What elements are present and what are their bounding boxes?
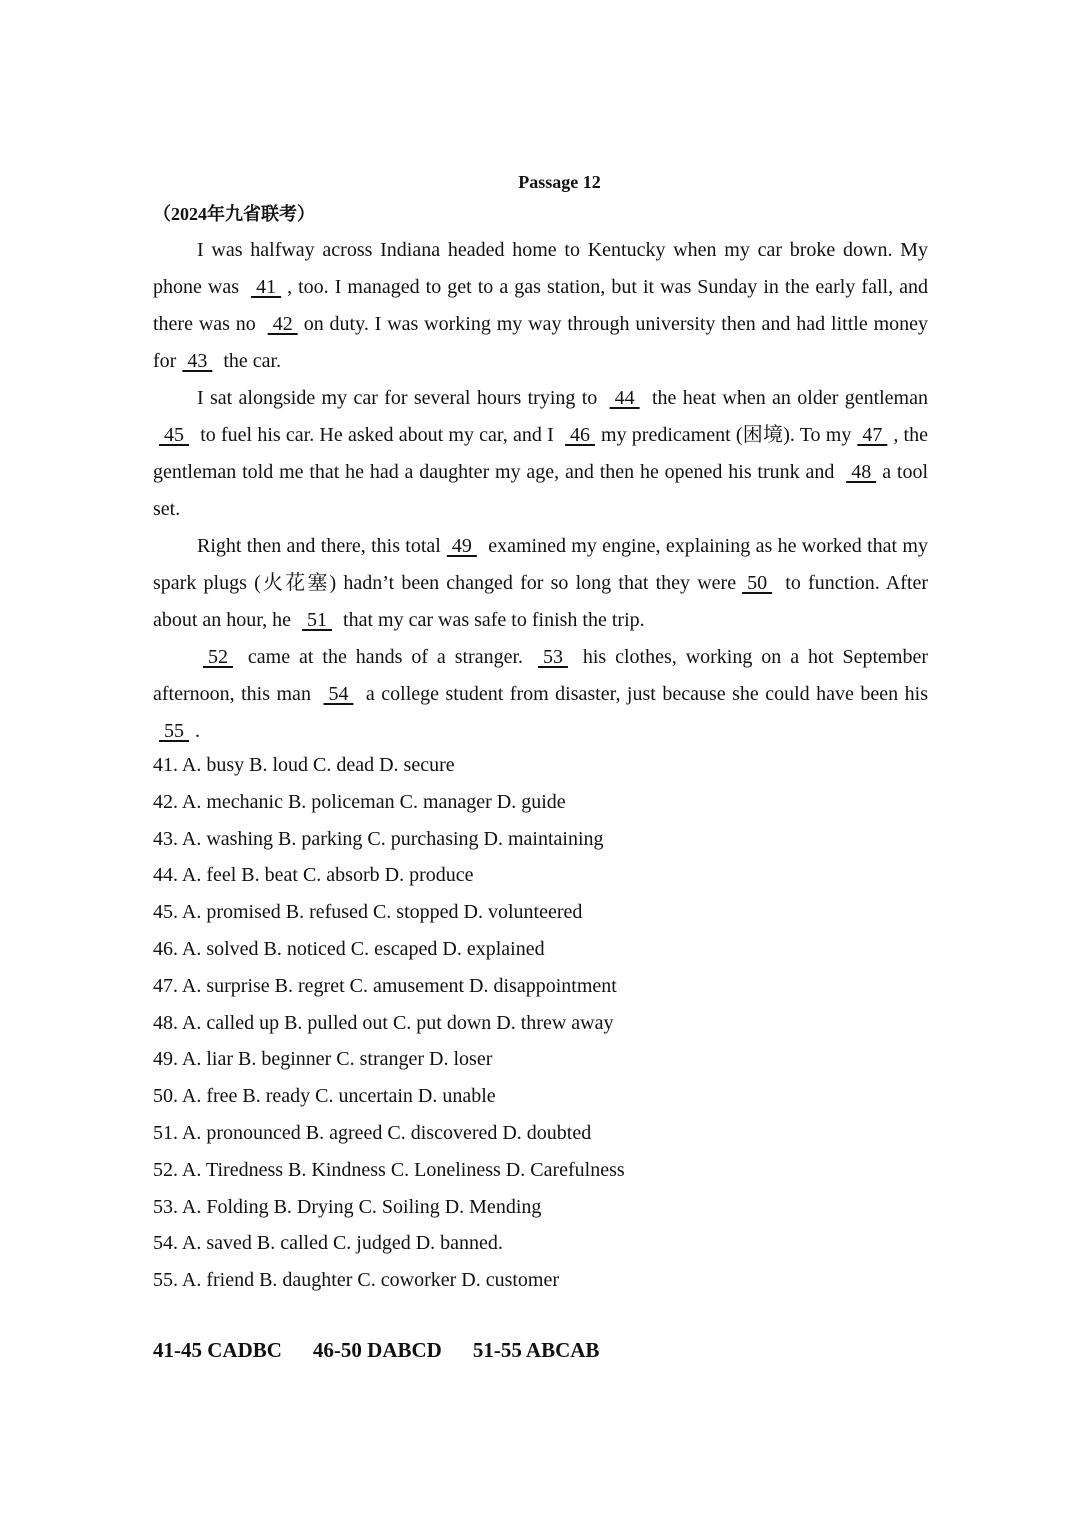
passage-text: a college student from disaster, just because she could have been his bbox=[359, 683, 928, 705]
option-line: 44. A. feel B. beat C. absorb D. produce bbox=[153, 864, 474, 887]
blank-number: 50 bbox=[742, 572, 773, 594]
passage-text: on duty. I was working my way through university then and had little money for bbox=[153, 313, 929, 372]
answer-group: 51-55 ABCAB bbox=[472, 1338, 600, 1362]
answer-group: 41-45 CADBC bbox=[153, 1338, 282, 1362]
passage-text: came at the hands of a stranger. bbox=[239, 646, 532, 668]
option-line: 42. A. mechanic B. policeman C. manager D. guide bbox=[153, 790, 566, 813]
passage-text: a tool set. bbox=[153, 461, 929, 520]
passage-text: that my car was safe to finish the trip. bbox=[338, 609, 645, 631]
option-line: 49. A. liar B. beginner C. stranger D. loser bbox=[153, 1048, 493, 1071]
option-line: 47. A. surprise B. regret C. amusement D. disappointment bbox=[153, 974, 617, 997]
passage-text: Right then and there, this total bbox=[197, 535, 441, 557]
option-line: 43. A. washing B. parking C. purchasing D. maintaining bbox=[153, 827, 604, 850]
passage-text: to fuel his car. He asked about my car, and I bbox=[195, 424, 560, 446]
blank-number: 43 bbox=[182, 350, 213, 372]
option-line: 45. A. promised B. refused C. stopped D. volunteered bbox=[153, 901, 583, 924]
passage-text: to function. After about an hour, he bbox=[153, 572, 928, 631]
passage-text: I sat alongside my car for several hours trying to bbox=[197, 387, 604, 409]
passage-text: . bbox=[195, 720, 200, 742]
blank-number: 52 bbox=[203, 646, 233, 668]
option-line: 46. A. solved B. noticed C. escaped D. explained bbox=[153, 937, 545, 960]
blank-number: 46 bbox=[565, 424, 596, 446]
passage-text: my predicament (困境). To my bbox=[601, 424, 852, 446]
passage-text: the heat when an older gentleman bbox=[645, 387, 928, 409]
blank-number: 42 bbox=[267, 313, 298, 335]
passage-title: Passage 12 bbox=[518, 172, 601, 192]
option-line: 54. A. saved B. called C. judged D. banned. bbox=[153, 1232, 503, 1255]
blank-number: 54 bbox=[323, 683, 354, 705]
blank-number: 44 bbox=[609, 387, 640, 409]
passage-paragraph bbox=[153, 380, 928, 528]
blank-number: 41 bbox=[251, 276, 282, 298]
blank-number: 51 bbox=[302, 609, 333, 631]
option-line: 51. A. pronounced B. agreed C. discovered D. doubted bbox=[153, 1121, 592, 1144]
passage-text: his clothes, working on a hot September afternoon, this man bbox=[153, 646, 928, 705]
answer-group: 46-50 DABCD bbox=[312, 1338, 442, 1362]
passage-text: , the gentleman told me that he had a daughter my age, and then he opened his trunk and bbox=[153, 424, 928, 483]
passage-paragraph bbox=[153, 232, 928, 380]
blank-number: 45 bbox=[159, 424, 189, 446]
passage-body bbox=[153, 232, 928, 750]
option-line: 50. A. free B. ready C. uncertain D. unable bbox=[153, 1085, 496, 1108]
option-line: 55. A. friend B. daughter C. coworker D. customer bbox=[153, 1269, 560, 1292]
blank-number: 55 bbox=[159, 720, 189, 742]
option-line: 48. A. called up B. pulled out C. put down D. threw away bbox=[153, 1011, 614, 1034]
option-line: 52. A. Tiredness B. Kindness C. Loneliness D. Carefulness bbox=[153, 1158, 625, 1181]
passage-text: the car. bbox=[218, 350, 282, 372]
passage-text: I was halfway across Indiana headed home to Kentucky when my car broke down. My phone was bbox=[153, 239, 928, 298]
blank-number: 48 bbox=[846, 461, 877, 483]
passage-source: （2024年九省联考） bbox=[153, 204, 315, 224]
passage-text: , too. I managed to get to a gas station, but it was Sunday in the early fall, and there was no bbox=[153, 276, 928, 335]
passage-text: examined my engine, explaining as he worked that my spark plugs (火花塞) hadn’t been changed for so long that they were bbox=[153, 535, 928, 594]
option-line: 41. A. busy B. loud C. dead D. secure bbox=[153, 754, 455, 776]
passage-paragraph bbox=[153, 639, 928, 750]
answer-key bbox=[153, 1338, 630, 1363]
blank-number: 53 bbox=[537, 646, 568, 668]
option-line: 53. A. Folding B. Drying C. Soiling D. Mending bbox=[153, 1195, 542, 1218]
options-list bbox=[153, 747, 625, 1299]
blank-number: 49 bbox=[446, 535, 477, 557]
passage-paragraph bbox=[153, 528, 928, 639]
blank-number: 47 bbox=[857, 424, 888, 446]
